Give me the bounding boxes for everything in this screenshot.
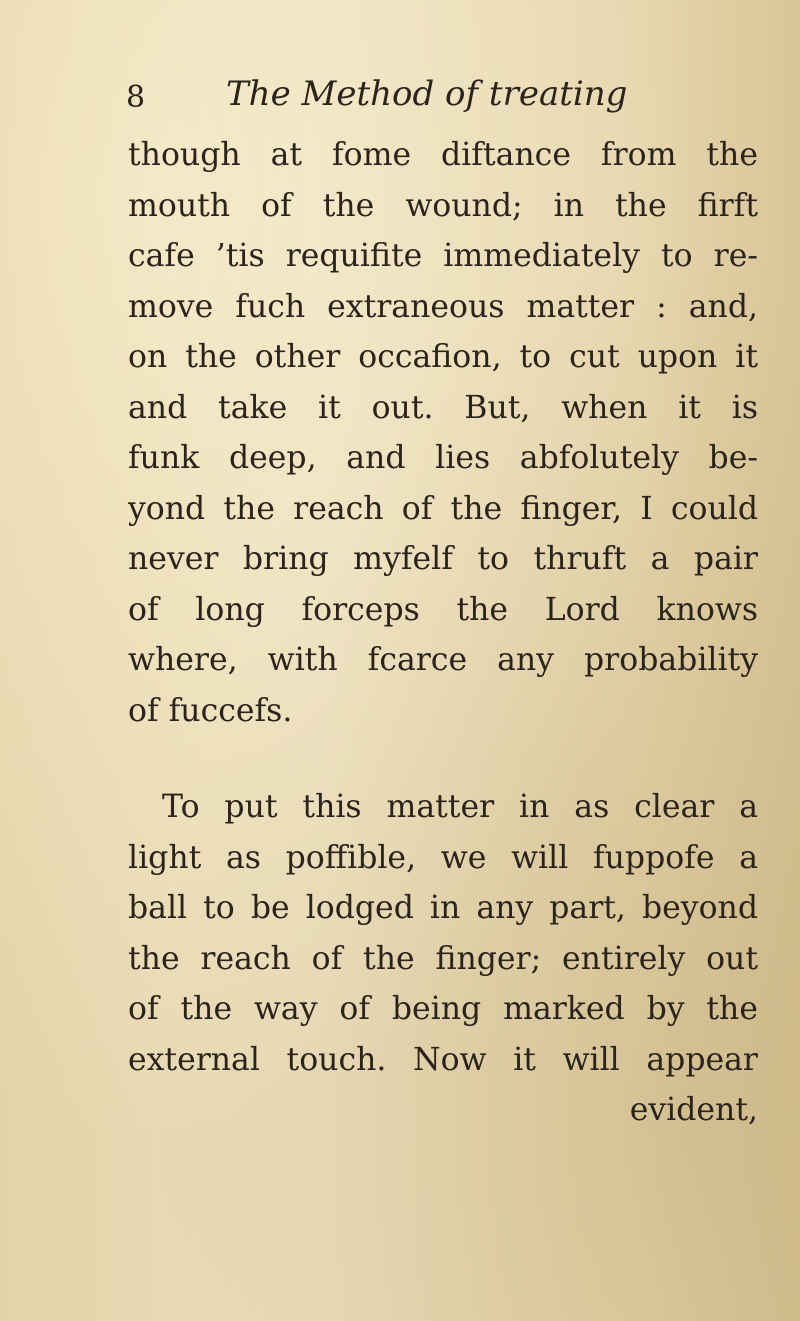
text-line: the reach of the finger; entirely out bbox=[128, 940, 758, 977]
text-line: never bring myfelf to thruft a pair bbox=[128, 541, 758, 577]
text-line: and take it out. But, when it is bbox=[128, 389, 758, 426]
text-line: mouth of the wound; in the firft bbox=[128, 187, 758, 224]
paragraph-1 bbox=[128, 130, 758, 736]
body-text bbox=[128, 130, 758, 1136]
text-line: though at fome diftance from the bbox=[128, 137, 758, 173]
text-line: of the way of being marked by the bbox=[128, 991, 758, 1027]
paragraph-2 bbox=[128, 782, 758, 1136]
text-line: of long forceps the Lord knows bbox=[128, 591, 758, 628]
text-line: move fuch extraneous matter : and, bbox=[128, 288, 758, 325]
text-line: where, with fcarce any probability bbox=[128, 642, 758, 678]
text-line: To put this matter in as clear a bbox=[162, 789, 758, 825]
text-line: of fuccefs. bbox=[128, 692, 293, 729]
catchword: evident, bbox=[629, 1092, 758, 1128]
text-line: ball to be lodged in any part, beyond bbox=[128, 890, 758, 926]
text-line: external touch. Now it will appear bbox=[128, 1041, 758, 1078]
running-head: The Method of treating bbox=[226, 74, 628, 114]
text-line: cafe ’tis requifite immediately to re- bbox=[128, 238, 758, 274]
paragraph-gap bbox=[128, 736, 758, 782]
text-line: yond the reach of the finger, I could bbox=[128, 490, 758, 527]
page-number: 8 bbox=[126, 80, 146, 115]
text-line: on the other occafion, to cut upon it bbox=[128, 339, 758, 375]
text-line: light as poffible, we will fuppofe a bbox=[128, 839, 758, 876]
text-line: funk deep, and lies abfolutely be- bbox=[128, 440, 758, 476]
page-header bbox=[126, 70, 666, 126]
